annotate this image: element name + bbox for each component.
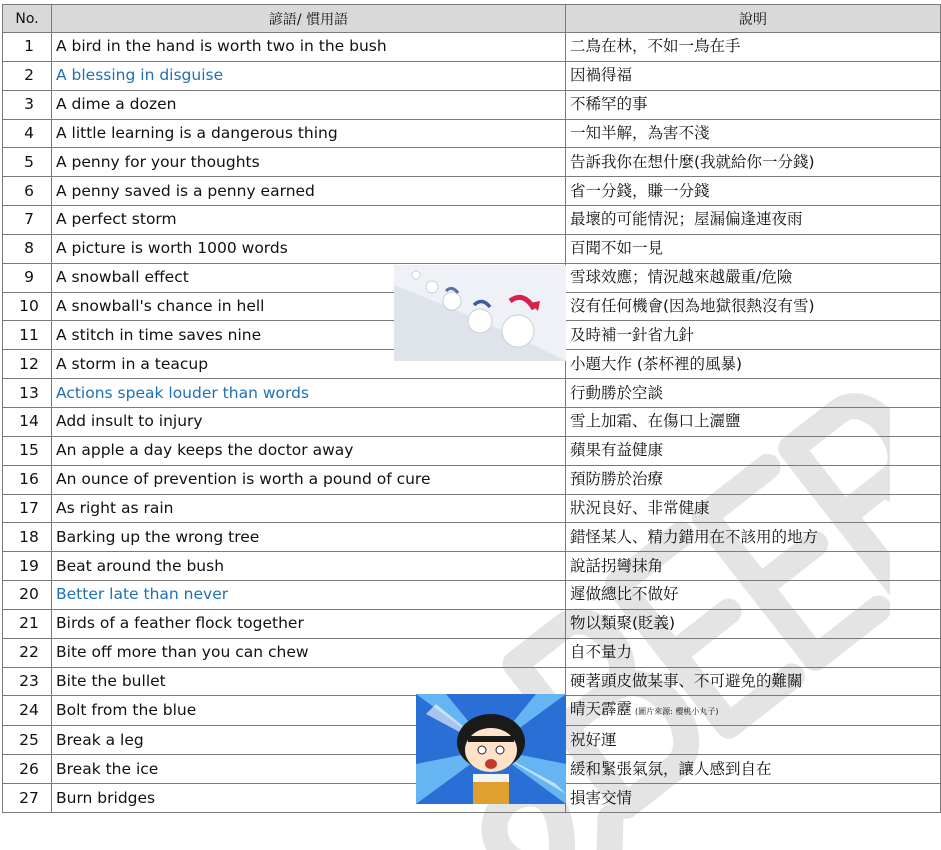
description-text: 不稀罕的事 <box>570 95 648 114</box>
table-row <box>3 552 941 581</box>
idiom-cell[interactable]: Actions speak louder than words <box>52 379 566 408</box>
row-number: 26 <box>3 755 52 784</box>
description-cell <box>566 696 941 726</box>
description-cell <box>566 726 941 755</box>
description-text: 物以類聚(貶義) <box>570 614 676 633</box>
idiom-cell: Birds of a feather flock together <box>52 609 566 638</box>
idiom-cell: A penny saved is a penny earned <box>52 177 566 206</box>
description-cell <box>566 206 941 235</box>
table-row <box>3 90 941 119</box>
row-number: 7 <box>3 206 52 235</box>
description-text: 蘋果有益健康 <box>570 441 664 460</box>
table-row <box>3 465 941 494</box>
row-number: 14 <box>3 407 52 436</box>
row-number: 4 <box>3 119 52 148</box>
table-row <box>3 177 941 206</box>
description-cell <box>566 784 941 813</box>
description-cell <box>566 638 941 667</box>
idioms-table <box>2 4 941 813</box>
table-row <box>3 436 941 465</box>
table-row <box>3 609 941 638</box>
description-cell <box>566 407 941 436</box>
description-cell <box>566 292 941 321</box>
idiom-cell: A dime a dozen <box>52 90 566 119</box>
description-text: 告訴我你在想什麼(我就給你一分錢) <box>570 152 815 171</box>
description-cell <box>566 379 941 408</box>
snowball-icon <box>394 265 566 361</box>
description-cell <box>566 755 941 784</box>
snowball-illustration <box>394 265 566 361</box>
description-text: 狀況良好、非常健康 <box>570 498 710 517</box>
table-row <box>3 407 941 436</box>
description-text: 緩和緊張氣氛，讓人感到自在 <box>570 759 772 778</box>
idiom-cell: A snowball's chance in hell <box>52 292 566 321</box>
idiom-cell: A little learning is a dangerous thing <box>52 119 566 148</box>
description-text: 說話拐彎抹角 <box>570 556 664 575</box>
table-row <box>3 206 941 235</box>
row-number: 5 <box>3 148 52 177</box>
row-number: 16 <box>3 465 52 494</box>
idiom-cell: As right as rain <box>52 494 566 523</box>
description-text: 遲做總比不做好 <box>570 585 679 604</box>
description-cell <box>566 90 941 119</box>
row-number: 15 <box>3 436 52 465</box>
idiom-cell: A perfect storm <box>52 206 566 235</box>
description-cell <box>566 234 941 263</box>
description-text: 預防勝於治療 <box>570 470 664 489</box>
table-row <box>3 638 941 667</box>
description-cell <box>566 494 941 523</box>
description-text: 一知半解，為害不淺 <box>570 123 710 142</box>
row-number: 25 <box>3 726 52 755</box>
table-row <box>3 61 941 90</box>
description-cell <box>566 465 941 494</box>
description-cell <box>566 119 941 148</box>
description-cell <box>566 552 941 581</box>
row-number: 10 <box>3 292 52 321</box>
idiom-cell: Break the ice <box>52 755 566 784</box>
description-text: 百聞不如一見 <box>570 239 664 258</box>
description-text: 最壞的可能情況；屋漏偏逢連夜雨 <box>570 210 803 229</box>
description-text: 小題大作 (茶杯裡的風暴) <box>570 354 743 373</box>
description-text: 行動勝於空談 <box>570 383 664 402</box>
idiom-cell: Add insult to injury <box>52 407 566 436</box>
table-row <box>3 581 941 610</box>
description-text: 錯怪某人、精力錯用在不該用的地方 <box>570 527 819 546</box>
idiom-cell: An apple a day keeps the doctor away <box>52 436 566 465</box>
idiom-cell: Break a leg <box>52 726 566 755</box>
description-cell <box>566 61 941 90</box>
description-text: 硬著頭皮做某事、不可避免的難關 <box>570 671 803 690</box>
row-number: 23 <box>3 667 52 696</box>
cartoon-girl-icon <box>416 694 566 804</box>
description-cell <box>566 177 941 206</box>
idiom-cell[interactable]: Better late than never <box>52 581 566 610</box>
idiom-cell: Bolt from the blue <box>52 696 566 726</box>
description-text: 省一分錢，賺一分錢 <box>570 181 710 200</box>
table-row <box>3 667 941 696</box>
description-cell <box>566 609 941 638</box>
table-row <box>3 33 941 62</box>
table-header-row <box>3 5 941 33</box>
description-text: 雪球效應；情況越來越嚴重/危險 <box>570 268 793 287</box>
idiom-cell: Beat around the bush <box>52 552 566 581</box>
description-cell <box>566 436 941 465</box>
row-number: 20 <box>3 581 52 610</box>
row-number: 18 <box>3 523 52 552</box>
table-row <box>3 119 941 148</box>
row-number: 8 <box>3 234 52 263</box>
idiom-cell: A storm in a teacup <box>52 350 566 379</box>
description-text: 祝好運 <box>570 730 617 749</box>
table-row <box>3 234 941 263</box>
row-number: 11 <box>3 321 52 350</box>
idiom-cell: An ounce of prevention is worth a pound of cure <box>52 465 566 494</box>
idiom-cell[interactable]: A blessing in disguise <box>52 61 566 90</box>
idiom-cell: Bite off more than you can chew <box>52 638 566 667</box>
description-text: 沒有任何機會(因為地獄很熱沒有雪) <box>570 297 815 316</box>
description-cell <box>566 33 941 62</box>
table-row <box>3 379 941 408</box>
description-text: 雪上加霜、在傷口上灑鹽 <box>570 412 741 431</box>
description-cell <box>566 263 941 292</box>
row-number: 21 <box>3 609 52 638</box>
header-no: No. <box>3 5 52 33</box>
row-number: 13 <box>3 379 52 408</box>
row-number: 17 <box>3 494 52 523</box>
description-cell <box>566 350 941 379</box>
description-cell <box>566 581 941 610</box>
description-cell <box>566 321 941 350</box>
idiom-cell: A bird in the hand is worth two in the bush <box>52 33 566 62</box>
row-number: 24 <box>3 696 52 726</box>
row-number: 19 <box>3 552 52 581</box>
table-row <box>3 494 941 523</box>
idiom-cell: A penny for your thoughts <box>52 148 566 177</box>
row-number: 22 <box>3 638 52 667</box>
idiom-cell: A snowball effect <box>52 263 566 292</box>
row-number: 1 <box>3 33 52 62</box>
row-number: 9 <box>3 263 52 292</box>
idiom-cell: A stitch in time saves nine <box>52 321 566 350</box>
description-cell <box>566 667 941 696</box>
description-cell <box>566 523 941 552</box>
idiom-cell: Bite the bullet <box>52 667 566 696</box>
description-text: 因禍得福 <box>570 66 633 85</box>
description-cell <box>566 148 941 177</box>
table-row <box>3 148 941 177</box>
row-number: 27 <box>3 784 52 813</box>
cartoon-illustration <box>416 694 566 804</box>
row-number: 12 <box>3 350 52 379</box>
description-text: 自不量力 <box>570 643 633 662</box>
row-number: 2 <box>3 61 52 90</box>
header-description: 說明 <box>566 5 941 33</box>
row-number: 6 <box>3 177 52 206</box>
description-text: 及時補一針省九針 <box>570 325 695 344</box>
header-idiom: 諺語/ 慣用語 <box>52 5 566 33</box>
description-text: 晴天霹靂 <box>570 700 633 719</box>
description-text: 損害交情 <box>570 788 633 807</box>
row-number: 3 <box>3 90 52 119</box>
idiom-cell: Burn bridges <box>52 784 566 813</box>
table-row <box>3 523 941 552</box>
image-source-note: (圖片來源: 櫻桃小丸子) <box>635 707 719 717</box>
description-text: 二鳥在林，不如一鳥在手 <box>570 37 741 56</box>
idiom-cell: A picture is worth 1000 words <box>52 234 566 263</box>
idiom-cell: Barking up the wrong tree <box>52 523 566 552</box>
